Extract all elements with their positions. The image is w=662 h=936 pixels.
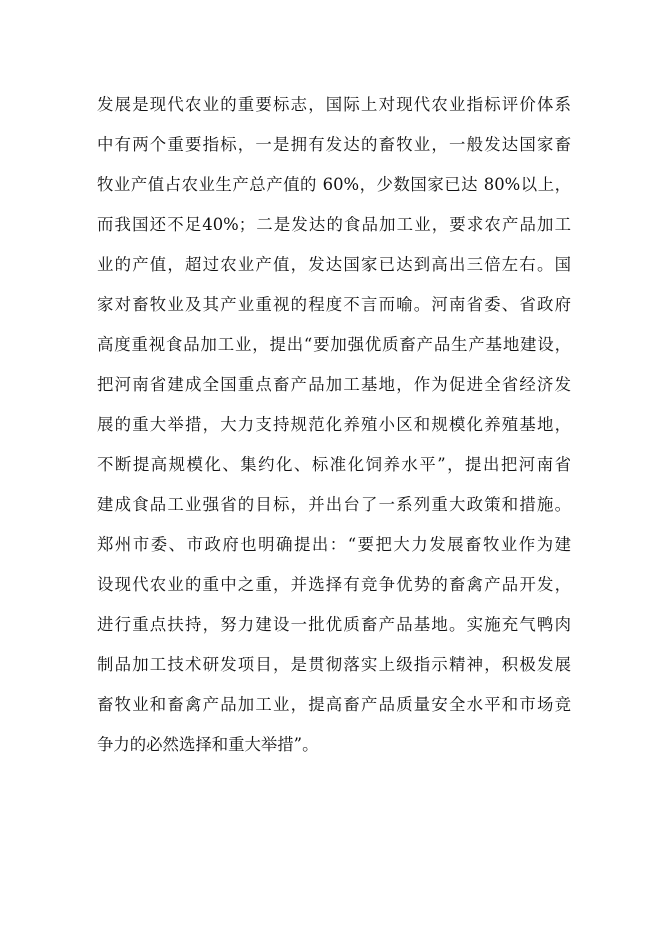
paragraph-line-10: 不断提高规模化、集约化、标准化饲养水平”，提出把河南省 [97,455,571,474]
paragraph-line-8: 把河南省建成全国重点畜产品加工基地，作为促进全省经济发 [97,375,571,394]
paragraph-line-5: 业的产值，超过农业产值，发达国家已达到高出三倍左右。国 [97,255,571,274]
paragraph-line-12: 郑州市委、市政府也明确提出：“要把大力发展畜牧业作为建 [97,535,571,554]
paragraph-line-2: 中有两个重要指标，一是拥有发达的畜牧业，一般发达国家畜 [97,135,571,154]
paragraph-line-4: 而我国还不足40%；二是发达的食品加工业，要求农产品加工 [97,215,571,234]
paragraph-line-17: 争力的必然选择和重大举措”。 [97,735,319,754]
paragraph-line-7: 高度重视食品加工业，提出“要加强优质畜产品生产基地建设， [97,335,571,354]
paragraph-line-15: 制品加工技术研发项目，是贯彻落实上级指示精神，积极发展 [97,655,571,674]
paragraph-line-13: 设现代农业的重中之重，并选择有竞争优势的畜禽产品开发， [97,575,571,594]
paragraph-line-9: 展的重大举措，大力支持规范化养殖小区和规模化养殖基地， [97,415,571,434]
paragraph-line-14: 进行重点扶持，努力建设一批优质畜产品基地。实施充气鸭肉 [97,615,571,634]
paragraph-line-6: 家对畜牧业及其产业重视的程度不言而喻。河南省委、省政府 [97,295,571,314]
paragraph-line-3: 牧业产值占农业生产总产值的 60%，少数国家已达 80%以上， [97,175,571,194]
paragraph-line-16: 畜牧业和畜禽产品加工业，提高畜产品质量安全水平和市场竞 [97,695,571,714]
paragraph-line-11: 建成食品工业强省的目标，并出台了一系列重大政策和措施。 [97,495,571,514]
paragraph-line-1: 发展是现代农业的重要标志，国际上对现代农业指标评价体系 [97,95,571,114]
